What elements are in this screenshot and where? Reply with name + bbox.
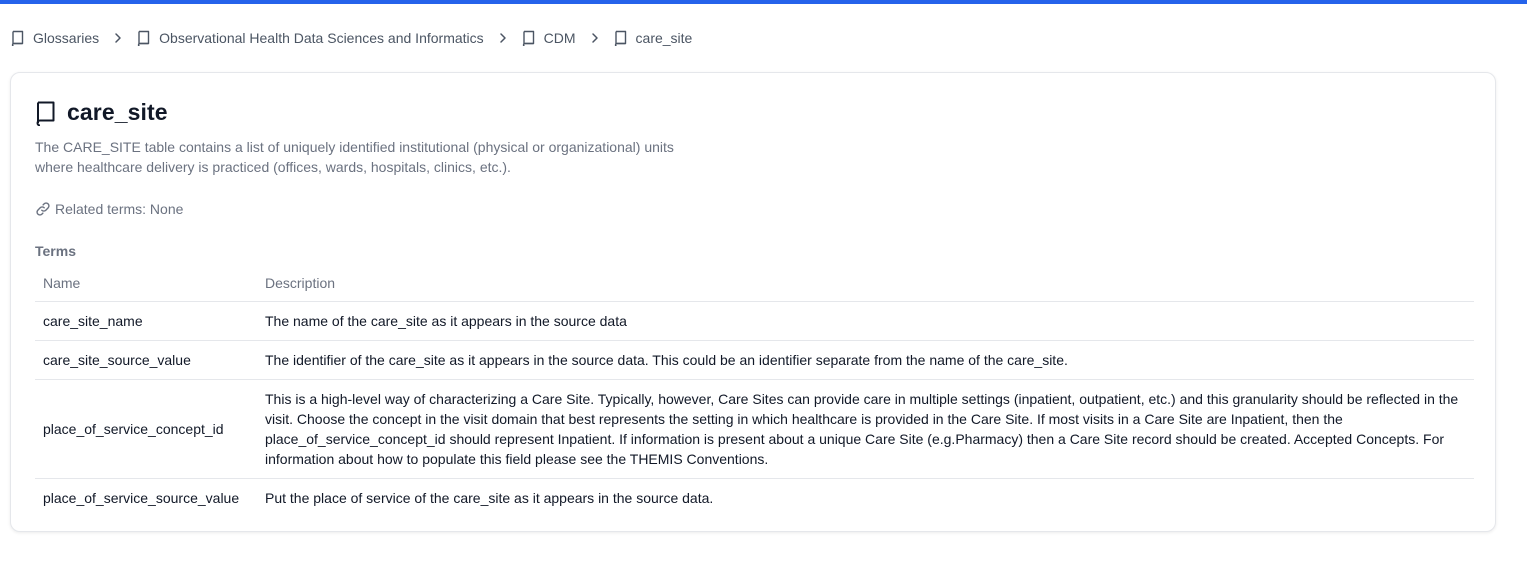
term-name-link[interactable]: care_site_source_value: [35, 341, 257, 380]
book-icon: [137, 30, 151, 46]
term-description: The identifier of the care_site as it appears in the source data. This could be an identifier separate from the name of the care_site.: [257, 341, 1474, 380]
related-terms-text: Related terms: None: [55, 201, 184, 217]
book-icon: [522, 30, 536, 46]
book-icon: [35, 100, 57, 126]
breadcrumb-label: CDM: [543, 30, 576, 46]
page-header: [35, 99, 168, 126]
breadcrumb-item-glossaries[interactable]: [11, 30, 99, 46]
table-row: [35, 302, 1474, 341]
book-icon: [614, 30, 628, 46]
table-header-row: [35, 265, 1474, 302]
chevron-right-icon: [113, 32, 123, 44]
terms-heading: Terms: [35, 243, 76, 259]
term-description: The name of the care_site as it appears in the source data: [257, 302, 1474, 341]
term-name-link[interactable]: place_of_service_concept_id: [35, 380, 257, 479]
term-name-link[interactable]: place_of_service_source_value: [43, 490, 240, 506]
chevron-right-icon: [498, 32, 508, 44]
term-description: This is a high-level way of characterizing a Care Site. Typically, however, Care Sites can provide care in multiple settings (inpatient, outpatient, etc.) and this granularity should be reflected in the visit. Choose the concept in the visit domain that best represents the setting in which healthcare is provided in the Care Site. If most visits in a Care Site are Inpatient, then the place_of_service_concept_id should represent Inpatient. If information is present about a unique Care Site (e.g.Pharmacy) then a Care Site record should be created. Accepted Concepts. For information about how to populate this field please see the THEMIS Conventions.: [257, 380, 1474, 479]
breadcrumb-label: Observational Health Data Sciences and Informatics: [159, 30, 484, 46]
breadcrumb-label: Glossaries: [33, 30, 100, 46]
table-row: [35, 380, 1474, 479]
table-row: [35, 479, 1474, 518]
column-header-name: Name: [35, 265, 257, 302]
related-terms: [35, 201, 183, 217]
book-icon: [11, 30, 25, 46]
breadcrumb: [11, 28, 692, 48]
breadcrumb-item-cdm[interactable]: [522, 30, 576, 46]
term-name-link[interactable]: care_site_name: [35, 302, 257, 341]
page-title: care_site: [67, 99, 168, 125]
table-row: [35, 341, 1474, 380]
top-accent-bar: [0, 0, 1527, 4]
page-description: The CARE_SITE table contains a list of uniquely identified institutional (physical or organizational) units where healthcare delivery is practiced (offices, wards, hospitals, clinics, etc.).: [35, 139, 674, 175]
term-description: Put the place of service of the care_site as it appears in the source data.: [265, 490, 714, 506]
breadcrumb-item-ohdsi[interactable]: [137, 30, 484, 46]
breadcrumb-item-care-site[interactable]: [614, 30, 693, 46]
terms-table: [35, 265, 1474, 517]
chevron-right-icon: [590, 32, 600, 44]
glossary-node-card: [10, 72, 1496, 532]
column-header-description: Description: [257, 265, 1474, 302]
breadcrumb-label: care_site: [635, 30, 693, 46]
link-icon: [35, 201, 51, 217]
